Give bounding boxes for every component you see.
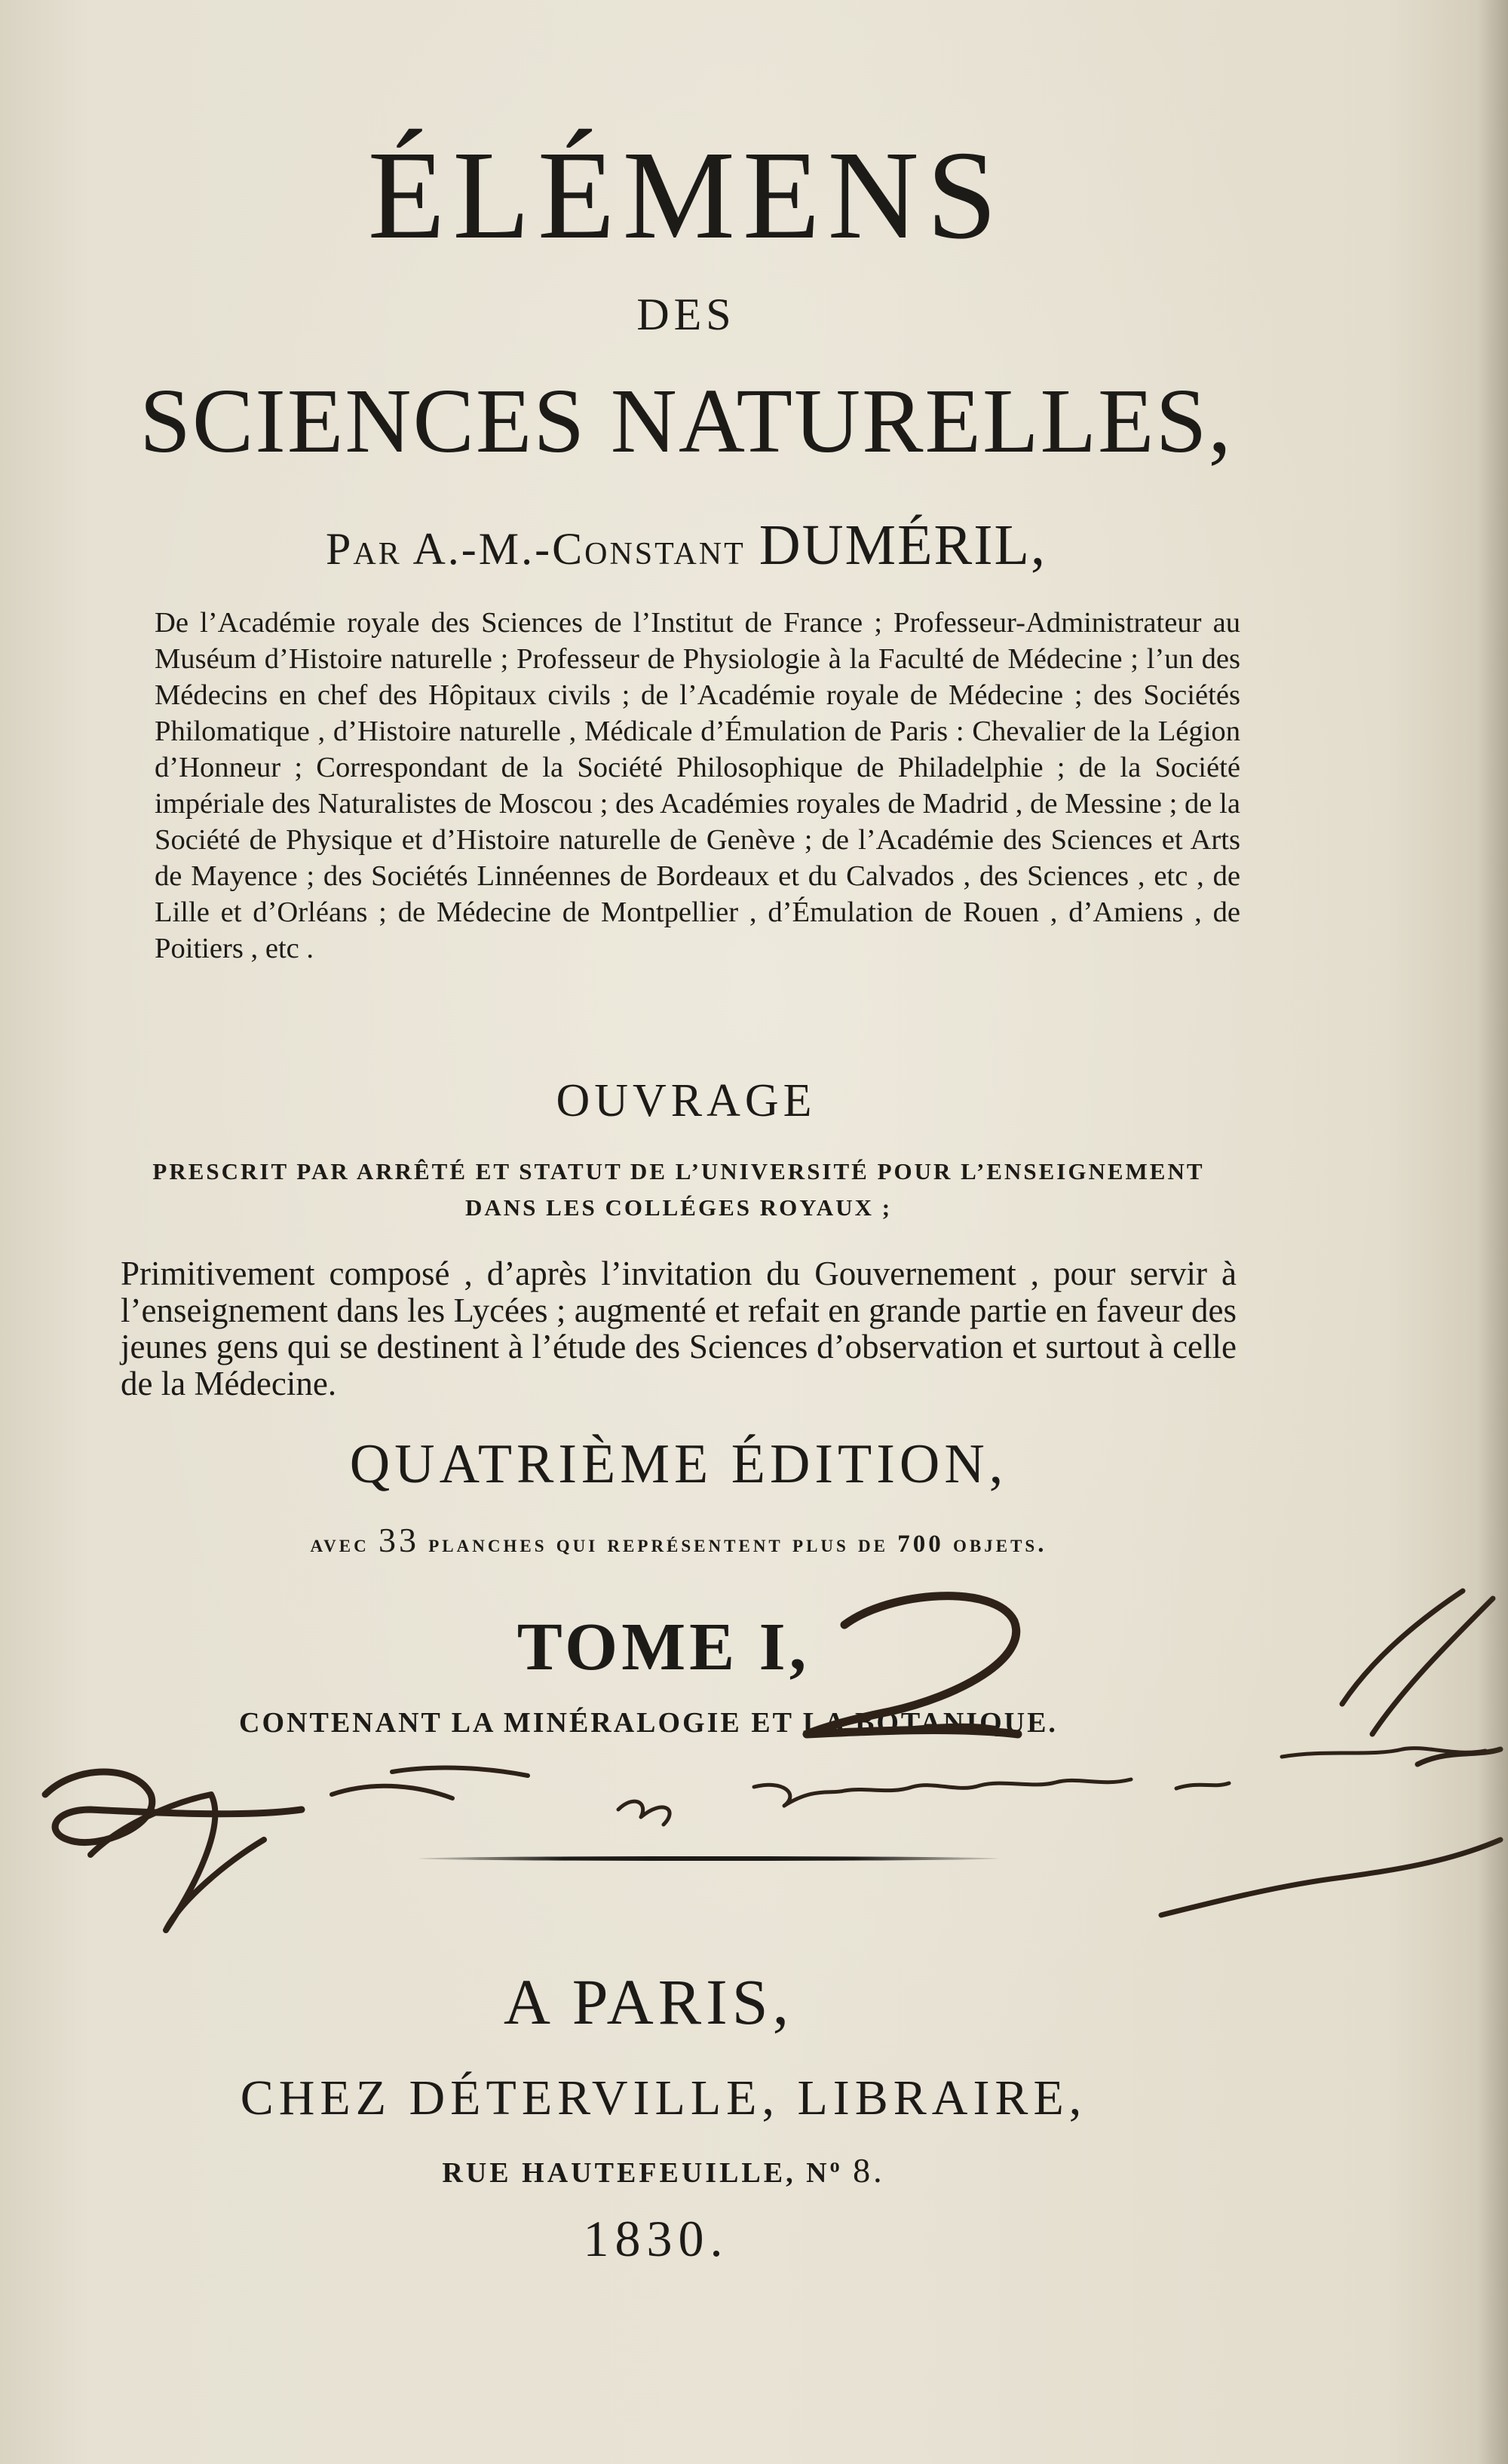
publication-year: 1830. — [583, 2210, 729, 2267]
work-description: Primitivement composé , d’après l’invitation du Gouvernement , pour servir à l’enseignement dans les Lycées ; augmenté et refait en grande partie en faveur des jeunes gens qui se destinent à l’étude des Sciences d’observation et surtout à celle de la Médecine. — [121, 1255, 1237, 1402]
edition-label: QUATRIÈME ÉDITION, — [349, 1433, 1008, 1495]
plates-prefix: avec — [310, 1531, 369, 1558]
title-connector: DES — [636, 290, 736, 339]
author-line — [0, 513, 1440, 578]
imprint-address — [0, 2150, 1418, 2190]
author-name: DUMÉRIL, — [759, 513, 1047, 577]
imprint-number-sup: o — [829, 2154, 843, 2177]
volume-number: TOME I, — [516, 1610, 811, 1684]
imprint-street: RUE HAUTEFEUILLE, N — [442, 2157, 830, 2189]
plates-count: 33 — [379, 1521, 419, 1559]
divider-rule — [418, 1856, 999, 1861]
book-title: ÉLÉMENS — [367, 125, 1005, 265]
page-edge-shadow — [1478, 0, 1508, 2464]
plates-line — [0, 1520, 1433, 1560]
author-credentials: De l’Académie royale des Sciences de l’Institut de France ; Professeur-Administrateur au Muséum d’Histoire naturelle ; Professeur de Physiologie à la Faculté de Médecine ; l’un des Médecins en chef des Hôpitaux civils ; de l’Académie royale de Médecine ; des Sociétés Philomatique , d’Histoire naturelle , Médicale d’Émulation de Paris : Chevalier de la Légion d’Honneur ; Correspondant de la Société Philosophique de Philadelphie ; de la Société impériale des Naturalistes de Moscou ; des Académies royales de Madrid , de Messine ; de la Société de Physique et d’Histoire naturelle de Genève ; de l’Académie des Sciences et Arts de Mayence ; des Sociétés Linnéennes de Bordeaux et du Calvados , des Sciences , etc , de Lille et d’Orléans ; de Médecine de Montpellier , d’Émulation de Rouen , d’Amiens , de Poitiers , etc . — [155, 607, 1240, 964]
imprint-city: A PARIS, — [503, 1966, 794, 2038]
handwritten-name-scribble — [618, 1779, 1131, 1825]
imprint-publisher: CHEZ DÉTERVILLE, LIBRAIRE, — [240, 2070, 1087, 2125]
ouvrage-heading: OUVRAGE — [556, 1075, 817, 1126]
book-subject: SCIENCES NATURELLES, — [139, 370, 1233, 472]
plates-suffix: planches qui représentent plus de 700 objets. — [428, 1531, 1047, 1558]
prescription-note: PRESCRIT PAR ARRÊTÉ ET STATUT DE L’UNIVERSITÉ POUR L’ENSEIGNEMENT DANS LES COLLÉGES ROYAUX ; — [152, 1158, 1205, 1221]
author-prefix: Par A.-M.-Constant — [326, 524, 746, 574]
handwritten-flourish-left — [45, 1772, 302, 1843]
imprint-number: 8. — [853, 2151, 885, 2190]
volume-contents: CONTENANT LA MINÉRALOGIE ET LA BOTANIQUE. — [239, 1707, 1058, 1739]
